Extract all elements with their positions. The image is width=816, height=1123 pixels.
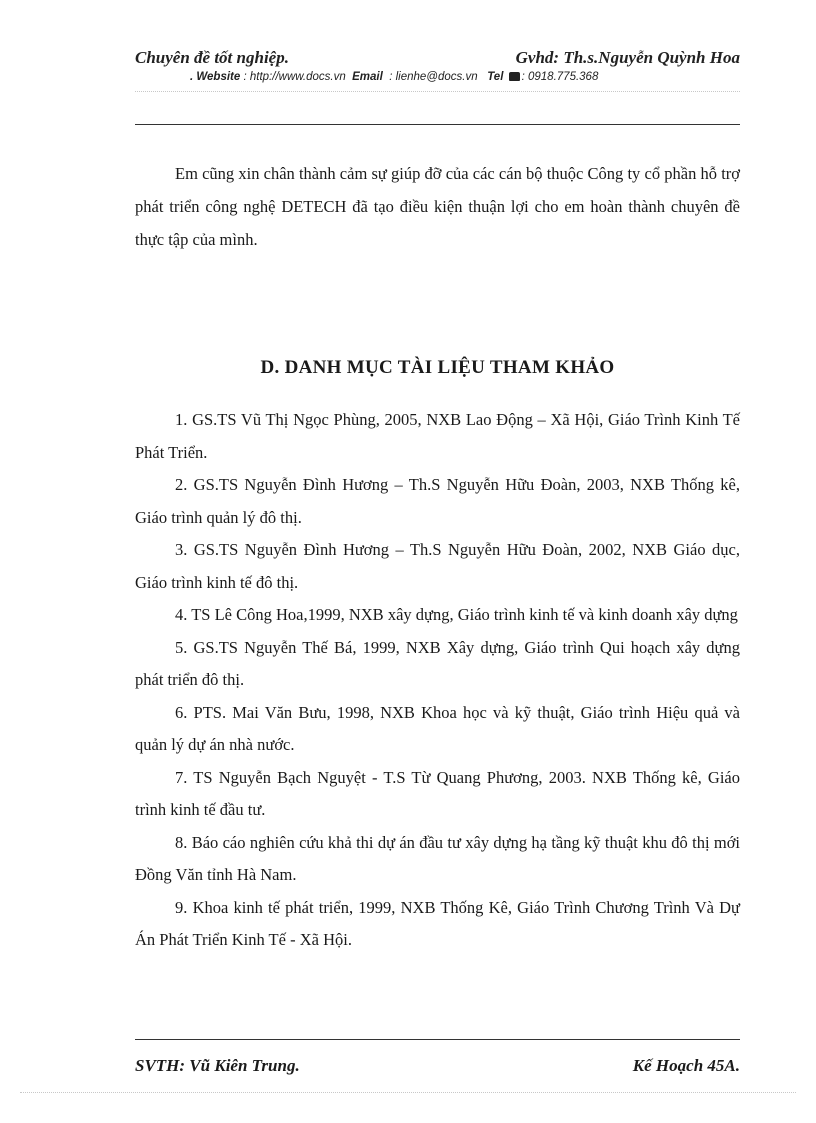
header-advisor: Gvhd: Th.s.Nguyễn Quỳnh Hoa bbox=[515, 48, 740, 67]
header-contact-line bbox=[135, 71, 740, 83]
footer-student: SVTH: Vũ Kiên Trung. bbox=[135, 1056, 300, 1075]
footer-rule bbox=[135, 1039, 740, 1040]
reference-item: 6. PTS. Mai Văn Bưu, 1998, NXB Khoa học và kỹ thuật, Giáo trình Hiệu quả và quản lý dự án nhà nước. bbox=[135, 702, 740, 754]
header-rule bbox=[135, 124, 740, 125]
tel-number: : 0918.775.368 bbox=[521, 71, 599, 83]
tel-label: Tel bbox=[487, 71, 504, 83]
page-footer bbox=[135, 1056, 740, 1076]
reference-item: 3. GS.TS Nguyễn Đình Hương – Th.S Nguyễn Hữu Đoàn, 2002, NXB Giáo dục, Giáo trình kinh tế đô thị. bbox=[135, 540, 740, 592]
reference-item: 8. Báo cáo nghiên cứu khả thi dự án đầu tư xây dựng hạ tầng kỹ thuật khu đô thị mới Đồng Văn tỉnh Hà Nam. bbox=[135, 832, 740, 884]
email-address: : lienhe@docs.vn bbox=[389, 71, 478, 83]
header-dotted-divider bbox=[135, 91, 740, 92]
reference-item: 4. TS Lê Công Hoa,1999, NXB xây dựng, Giáo trình kinh tế và kinh doanh xây dựng bbox=[175, 605, 738, 624]
reference-item: 9. Khoa kinh tế phát triển, 1999, NXB Thống Kê, Giáo Trình Chương Trình Và Dự Án Phát Triển Kinh Tế - Xã Hội. bbox=[135, 897, 740, 949]
section-title: D. DANH MỤC TÀI LIỆU THAM KHẢO bbox=[260, 357, 615, 378]
page-header bbox=[135, 48, 740, 83]
website-url: : http://www.docs.vn bbox=[243, 71, 346, 83]
telephone-icon bbox=[509, 72, 520, 81]
website-label: . Website bbox=[190, 71, 241, 83]
header-row bbox=[135, 48, 740, 68]
email-label: Email bbox=[352, 71, 383, 83]
header-document-type: Chuyên đề tốt nghiệp. bbox=[135, 48, 289, 67]
reference-item: 7. TS Nguyễn Bạch Nguyệt - T.S Từ Quang Phương, 2003. NXB Thống kê, Giáo trình kinh tế đầu tư. bbox=[135, 767, 740, 819]
reference-item: 5. GS.TS Nguyễn Thế Bá, 1999, NXB Xây dựng, Giáo trình Qui hoạch xây dựng phát triển đô thị. bbox=[135, 637, 740, 689]
reference-item: 2. GS.TS Nguyễn Đình Hương – Th.S Nguyễn Hữu Đoàn, 2003, NXB Thống kê, Giáo trình quản lý đô thị. bbox=[135, 475, 740, 527]
acknowledgement-paragraph: Em cũng xin chân thành cảm sự giúp đỡ của các cán bộ thuộc Công ty cổ phần hỗ trợ phát triển công nghệ DETECH đã tạo điều kiện thuận lợi cho em hoàn thành chuyên đề thực tập của mình. bbox=[135, 164, 740, 249]
reference-list bbox=[135, 404, 740, 957]
reference-item: 1. GS.TS Vũ Thị Ngọc Phùng, 2005, NXB Lao Động – Xã Hội, Giáo Trình Kinh Tế Phát Triển. bbox=[135, 410, 740, 462]
footer-class: Kế Hoạch 45A. bbox=[632, 1056, 740, 1075]
footer-dotted-divider bbox=[20, 1092, 796, 1093]
